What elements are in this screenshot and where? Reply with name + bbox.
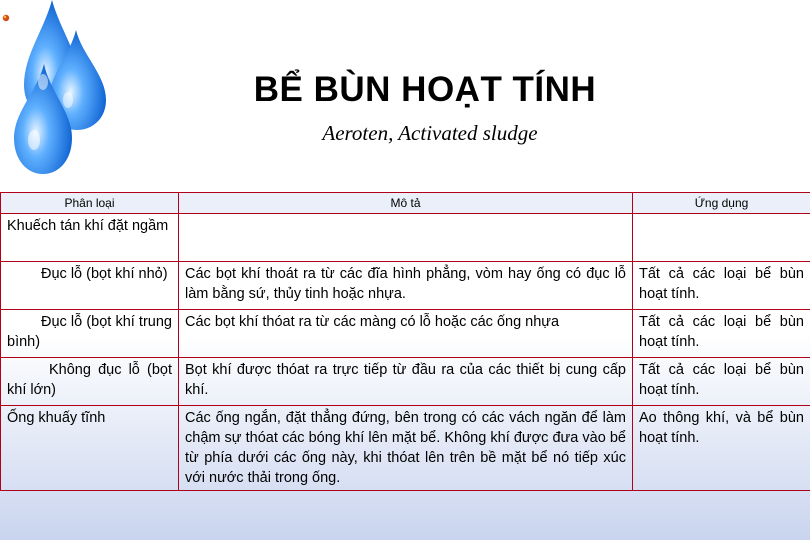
application-cell: Tất cả các loại bể bùn hoạt tính. [633,262,810,310]
table-row [1,214,810,262]
column-header-type: Phân loại [1,193,179,214]
description-cell: Các ống ngắn, đặt thẳng đứng, bên trong có các vách ngăn để làm chậm sự thóat các bóng khí lên mặt bể. Không khí được đưa vào bể từ phía dưới các ống này, khi thóat lên trên bề mặt bể nó tiếp xúc với nước thải trong ống. [179,406,633,491]
application-cell [633,214,810,262]
description-cell: Các bọt khí thóat ra từ các màng có lỗ hoặc các ống nhựa [179,310,633,358]
description-cell [179,214,633,262]
column-header-description: Mô tả [179,193,633,214]
table-header-row [1,193,810,214]
table-row [1,406,810,491]
type-cell: Đục lỗ (bọt khí nhỏ) [1,262,179,310]
page-title: BỂ BÙN HOẠT TÍNH [253,70,597,109]
application-cell: Tất cả các loại bể bùn hoạt tính. [633,310,810,358]
page-subtitle: Aeroten, Activated sludge [322,121,538,145]
bullet-dot-icon [2,14,10,22]
type-cell: Đục lỗ (bọt khí trung bình) [1,310,179,358]
column-header-application: Ứng dụng [633,193,810,214]
type-cell: Không đục lỗ (bọt khí lớn) [1,358,179,406]
application-cell: Tất cả các loại bể bùn hoạt tính. [633,358,810,406]
table-row [1,358,810,406]
aeration-table [0,192,810,491]
application-cell: Ao thông khí, và bể bùn hoạt tính. [633,406,810,491]
water-drops-icon [0,0,120,180]
description-cell: Các bọt khí thoát ra từ các đĩa hình phẳng, vòm hay ống có đục lỗ làm bằng sứ, thủy tinh hoặc nhựa. [179,262,633,310]
type-cell: Ống khuấy tĩnh [1,406,179,491]
table-row [1,310,810,358]
type-cell: Khuếch tán khí đặt ngầm [1,214,179,262]
description-cell: Bọt khí được thóat ra trực tiếp từ đầu ra của các thiết bị cung cấp khí. [179,358,633,406]
table-row [1,262,810,310]
